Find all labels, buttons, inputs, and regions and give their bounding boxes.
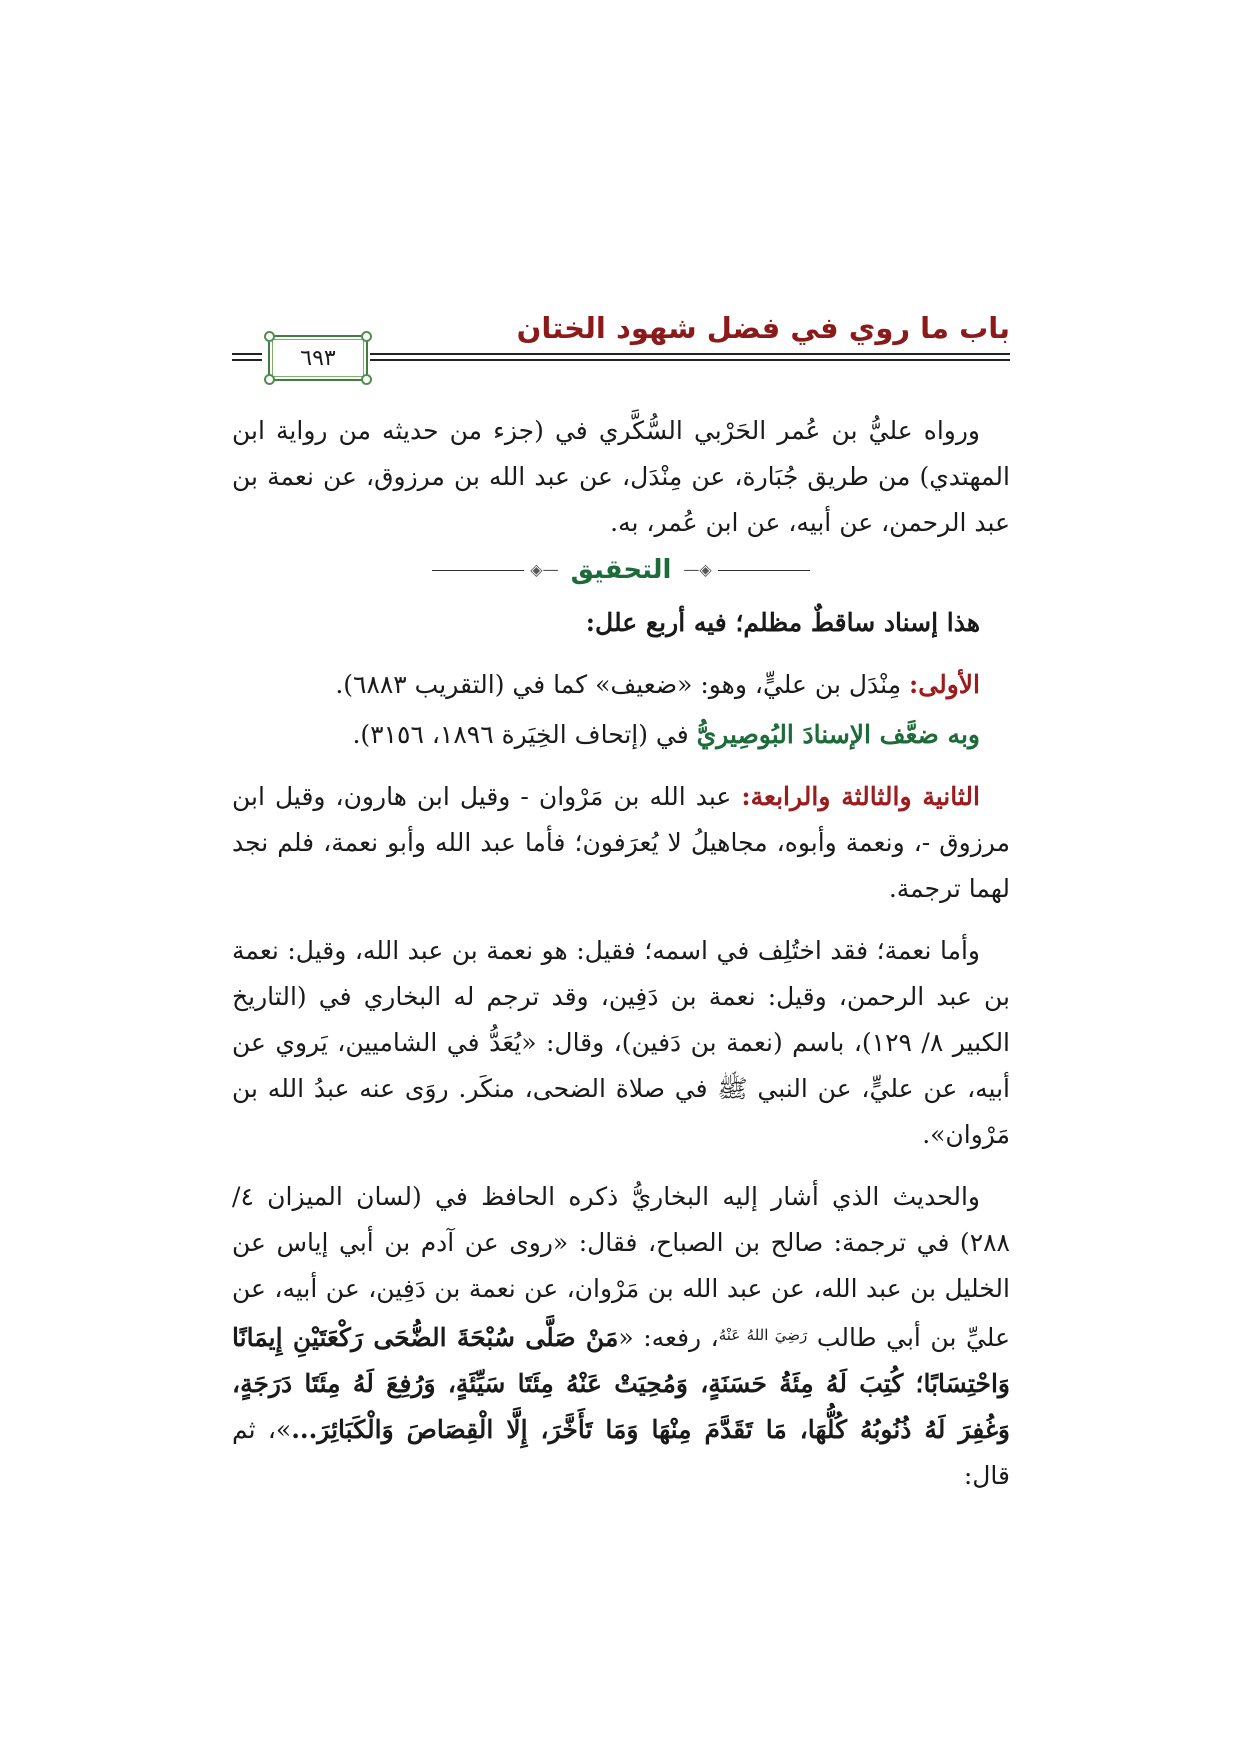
other-defects-text: عبد الله بن مَرْوان - وقيل ابن هارون، وقيل ابن مرزوق -، ونعمة وأبوه، مجاهيلُ لا يُعرَفون؛ فأما عبد الله وأبو نعمة، فلم نجد لهما ترجمة. — [232, 782, 1010, 903]
hadith-outro: »، ثم قال: — [232, 1415, 1010, 1490]
ornament-icon: —◈ — [530, 560, 559, 579]
narration-paragraph: ورواه عليُّ بن عُمر الحَرْبي السُّكَّري في (جزء من حديثه من رواية ابن المهتدي) من طريق جُبَارة، عن مِنْدَل، عن عبد الله بن مرزوق، عن نعمة بن عبد الرحمن، عن أبيه، عن ابن عُمر، به. — [232, 416, 1010, 537]
chapter-title: باب ما روي في فضل شهود الختان — [516, 311, 1010, 345]
first-defect-text: مِنْدَل بن عليٍّ، وهو: «ضعيف» كما في (التقريب ٦٨٨٣). — [335, 670, 910, 699]
header-rule-top — [370, 353, 1010, 355]
first-defect — [232, 662, 1010, 708]
page-number-frame — [268, 335, 368, 381]
other-defects-label: الثانية والثالثة والرابعة: — [741, 782, 980, 811]
divider-line — [432, 570, 524, 571]
hadith-raf: ، رفعه: « — [618, 1323, 719, 1352]
weakening-note — [232, 712, 1010, 758]
header-rule-left-bottom — [232, 359, 262, 361]
honorific-glyph: رَضِيَ اللهُ عَنْهُ — [718, 1326, 808, 1344]
hadith-intro: والحديث الذي أشار إليه البخاريُّ ذكره الحافظ في (لسان الميزان ٤/ ٢٨٨) في ترجمة: صالح بن الصباح، فقال: «روى عن آدم بن أبي إياس عن الخليل بن عبد الله، عن عبد الله بن مَرْوان، عن نعمة بن دَفِين، عن أبيه، عن عليِّ بن أبي طالب — [232, 1182, 1010, 1352]
ornament-icon: ◈— — [683, 560, 712, 579]
first-defect-label: الأولى: — [909, 670, 980, 699]
page-header — [232, 305, 1010, 371]
hadith-text: مَنْ صَلَّى سُبْحَةَ الضُّحَى رَكْعَتَيْنِ إِيمَانًا وَاحْتِسَابًا؛ كُتِبَ لَهُ مِئَةُ حَسَنَةٍ، وَمُحِيَتْ عَنْهُ مِئَتَا سَيِّئَةٍ، وَرُفِعَ لَهُ مِئَتَا دَرَجَةٍ، وَغُفِرَ لَهُ ذُنُوبُهُ كُلُّهَا، مَا تَقَدَّمَ مِنْهَا وَمَا تَأَخَّرَ، إِلَّا الْقِصَاصَ وَالْكَبَائِرَ... — [232, 1323, 1010, 1444]
frame-corner-ornament — [264, 331, 275, 342]
frame-corner-ornament — [264, 374, 275, 385]
hadith-paragraph — [232, 1174, 1010, 1499]
naama-paragraph: وأما نعمة؛ فقد اختُلِف في اسمه؛ فقيل: هو نعمة بن عبد الله، وقيل: نعمة بن عبد الرحمن، وقيل: نعمة بن دَفِين، وقد ترجم له البخاري في (التاريخ الكبير ٨/ ١٢٩)، باسم (نعمة بن دَفين)، وقال: «يُعَدُّ في الشاميين، يَروي عن أبيه، عن عليٍّ، عن النبي ﷺ في صلاة الضحى، منكَر. روَى عنه عبدُ الله بن مَرْوان». — [232, 936, 1011, 1149]
header-rule-bottom — [370, 359, 1010, 361]
page-body — [232, 408, 1010, 1515]
other-defects — [232, 774, 1010, 912]
divider-line — [718, 570, 810, 571]
summary-statement: هذا إسناد ساقطٌ مظلم؛ فيه أربع علل: — [585, 608, 980, 637]
header-rule-left-top — [232, 353, 262, 355]
page-number: ٦٩٣ — [300, 345, 336, 371]
weakening-label: وبه ضعَّف الإسنادَ البُوصِيريُّ — [696, 720, 980, 749]
frame-corner-ornament — [361, 331, 372, 342]
section-title: التحقيق — [570, 555, 672, 585]
section-divider — [232, 550, 1010, 590]
weakening-text: في (إتحاف الخِيَرة ١٨٩٦، ٣١٥٦). — [352, 720, 697, 749]
frame-corner-ornament — [361, 374, 372, 385]
